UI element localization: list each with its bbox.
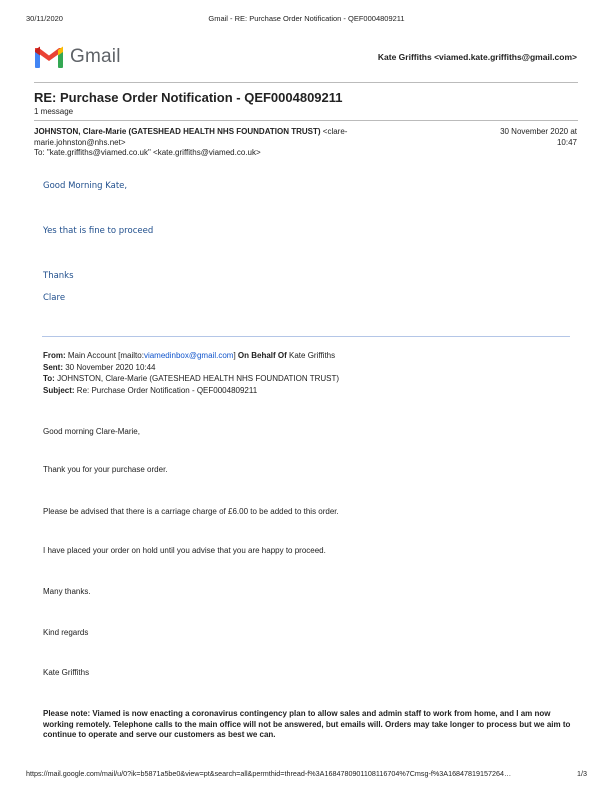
body-line: Thank you for your purchase order. — [43, 465, 168, 474]
behalf-value: Kate Griffiths — [286, 351, 336, 360]
gmail-logo — [34, 44, 121, 70]
message-date-line2: 10:47 — [556, 137, 577, 147]
sent-label: Sent: — [43, 362, 63, 372]
page-number: 1/3 — [577, 769, 587, 778]
message-count: 1 message — [34, 107, 74, 116]
quoted-header — [43, 350, 573, 396]
gmail-logo-text: Gmail — [70, 46, 121, 67]
to-label: To: — [43, 374, 55, 383]
gmail-m-icon — [34, 46, 64, 68]
from-email-link[interactable]: viamedinbox@gmail.com — [143, 351, 234, 360]
subject-label: Subject: — [43, 385, 75, 395]
account-label: Kate Griffiths <viamed.kate.griffiths@gmail.com> — [377, 52, 577, 62]
footer-url: https://mail.google.com/mail/u/0?ik=b5871a5be0&view=pt&search=all&permthid=thread-f%3A1684780901108116704%7Cmsg-f%3A16847819157264… — [26, 769, 512, 778]
sent-value: 30 November 2020 10:44 — [63, 362, 156, 372]
body-line: I have placed your order on hold until you advise that you are happy to proceed. — [43, 546, 326, 555]
body-line: Please be advised that there is a carriage charge of £6.00 to be added to this order. — [43, 507, 339, 516]
body-line: Many thanks. — [43, 587, 91, 596]
quote-divider — [42, 336, 570, 337]
subject-divider — [34, 120, 578, 121]
message-date-line1: 30 November 2020 at — [500, 127, 577, 136]
reply-signature: Clare — [43, 293, 66, 303]
top-divider — [34, 82, 578, 83]
body-line: Good morning Clare-Marie, — [43, 427, 140, 436]
sender-email: <clare-marie.johnston@nhs.net> — [34, 127, 348, 147]
covid-notice: Please note: Viamed is now enacting a coronavirus contingency plan to allow sales and admin staff to work from home, and I am now working remotely. Telephone calls to the main office will not be answered, but emails will. Orders may take longer to process but we aim to continue to operate and serve our customers as best we can. — [43, 709, 571, 739]
from-label: From: — [43, 351, 66, 360]
body-signature: Kate Griffiths — [43, 668, 90, 677]
message-date — [457, 127, 577, 148]
print-date: 30/11/2020 — [26, 14, 63, 23]
print-header — [0, 14, 613, 26]
from-value: Main Account [mailto: — [65, 351, 144, 360]
recipient-line: To: "kate.griffiths@viamed.co.uk" <kate.griffiths@viamed.co.uk> — [34, 148, 261, 157]
reply-line: Yes that is fine to proceed — [43, 226, 154, 236]
sender-name: JOHNSTON, Clare-Marie (GATESHEAD HEALTH NHS FOUNDATION TRUST) — [34, 127, 321, 136]
print-title: Gmail - RE: Purchase Order Notification - QEF0004809211 — [208, 14, 405, 23]
sender-block — [34, 127, 414, 159]
to-value: JOHNSTON, Clare-Marie (GATESHEAD HEALTH NHS FOUNDATION TRUST) — [54, 374, 340, 383]
body-line: Kind regards — [43, 628, 89, 637]
reply-line: Thanks — [43, 271, 74, 281]
subject-value: Re: Purchase Order Notification - QEF0004809211 — [74, 385, 258, 395]
behalf-label: On Behalf Of — [237, 351, 287, 360]
from-suffix: ] — [233, 351, 236, 360]
reply-line: Good Morning Kate, — [43, 181, 128, 191]
thread-subject: RE: Purchase Order Notification - QEF0004809211 — [34, 90, 343, 105]
